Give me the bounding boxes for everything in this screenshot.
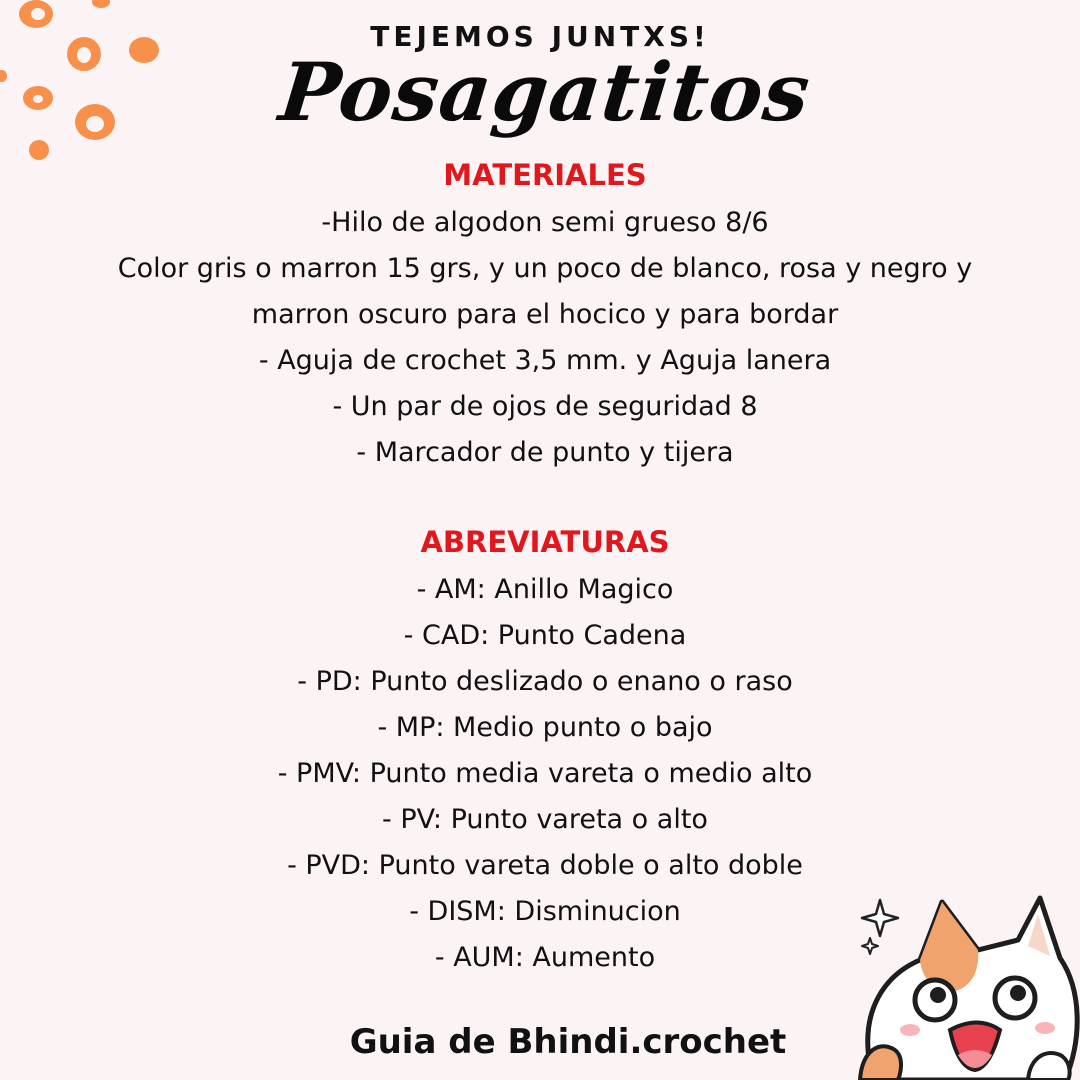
cat-sticker-icon bbox=[850, 880, 1080, 1080]
material-item: - Aguja de crochet 3,5 mm. y Aguja lanera bbox=[258, 345, 832, 376]
abbreviation-item: - DISM: Disminucion bbox=[409, 896, 681, 927]
material-item: Color gris o marron 15 grs, y un poco de blanco, rosa y negro y bbox=[117, 253, 973, 284]
materials-heading: MATERIALES bbox=[443, 158, 647, 192]
material-item: - Marcador de punto y tijera bbox=[356, 437, 734, 468]
abbreviation-item: - AM: Anillo Magico bbox=[416, 574, 674, 605]
footer-credit: Guia de Bhindi.crochet bbox=[349, 1022, 787, 1062]
materials-list bbox=[0, 200, 1080, 476]
material-item: - Un par de ojos de seguridad 8 bbox=[332, 391, 758, 422]
abbreviation-item: - AUM: Aumento bbox=[434, 942, 656, 973]
abbreviation-item: - PD: Punto deslizado o enano o raso bbox=[297, 666, 793, 697]
abbreviation-item: - MP: Medio punto o bajo bbox=[377, 712, 713, 743]
material-item: marron oscuro para el hocico y para bordar bbox=[251, 299, 839, 330]
abbreviation-item: - PVD: Punto vareta doble o alto doble bbox=[287, 850, 803, 881]
abbreviation-item: - PMV: Punto media vareta o medio alto bbox=[277, 758, 813, 789]
abbreviations-heading: ABREVIATURAS bbox=[420, 525, 670, 559]
kicker-text: TEJEMOS JUNTXS! bbox=[370, 20, 710, 53]
page-title: Posagatitos bbox=[275, 45, 815, 139]
abbreviation-item: - PV: Punto vareta o alto bbox=[382, 804, 708, 835]
material-item: -Hilo de algodon semi grueso 8/6 bbox=[321, 207, 769, 238]
abbreviation-item: - CAD: Punto Cadena bbox=[403, 620, 687, 651]
